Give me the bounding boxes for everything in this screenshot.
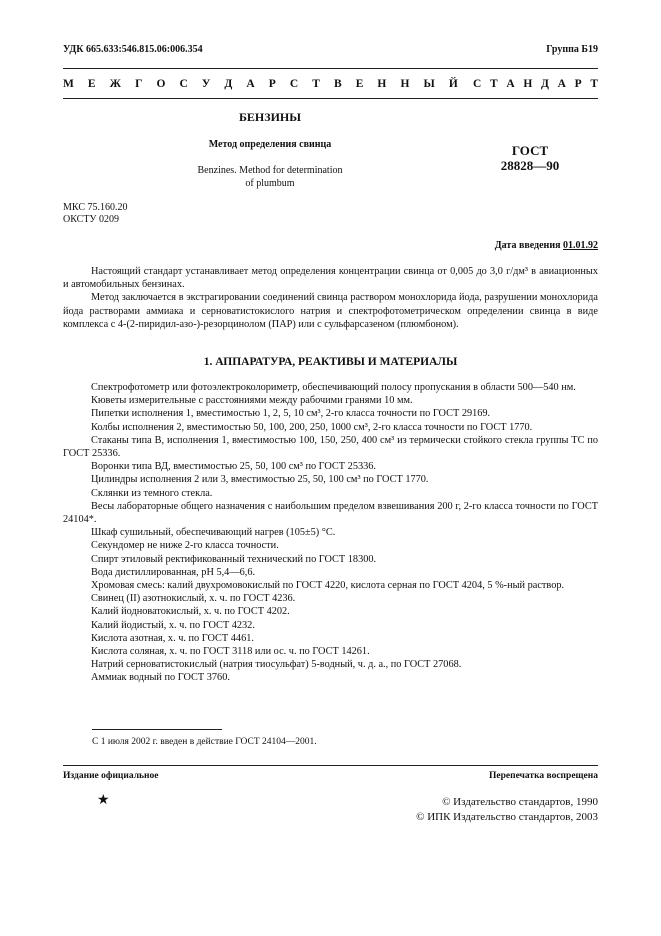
list-item: Хромовая смесь: калий двухромовокислый по ГОСТ 4220, кислота серная по ГОСТ 4204, 5 %-ный раствор. <box>91 580 565 592</box>
footer-rule <box>63 765 598 766</box>
introduction-date <box>495 240 598 251</box>
list-item: Пипетки исполнения 1, вместимостью 1, 2, 5, 10 см³, 2-го класса точности по ГОСТ 29169. <box>91 408 491 420</box>
banner-letter: У <box>201 78 211 90</box>
intro-paragraph: Метод заключается в экстрагировании соединений свинца раствором монохлорида йода, разрушении монохлорида йода растворами аммиака и серноватистокислого натрия и спектрофотометрическом определении свинца в виде комплекса с 4-(2-пиридил-азо-)-резорцинолом (ПАР) или с сульфарсазеном (плюмбоном). <box>63 292 598 330</box>
banner-letter: А <box>557 78 566 90</box>
section-title: 1. АППАРАТУРА, РЕАКТИВЫ И МАТЕРИАЛЫ <box>203 356 458 368</box>
banner-word-2 <box>473 78 598 90</box>
banner-rule <box>63 98 598 99</box>
list-item: Спирт этиловый ректификованный технический по ГОСТ 18300. <box>91 553 377 565</box>
english-title-line: of plumbum <box>245 178 295 189</box>
intro-date-value: 01.01.92 <box>563 240 598 251</box>
list-item: Склянки из темного стекла. <box>91 487 213 499</box>
banner-letter: В <box>333 78 342 90</box>
banner-letter: Н <box>523 78 533 90</box>
list-item: Воронки типа ВД, вместимостью 25, 50, 100 см³ по ГОСТ 25336. <box>91 461 376 473</box>
banner-letter: А <box>246 78 255 90</box>
banner-word-1 <box>63 78 458 90</box>
header-rule <box>63 68 598 69</box>
list-item: Цилиндры исполнения 2 или 3, вместимостью 25, 50, 100 см³ по ГОСТ 1770. <box>91 474 429 486</box>
list-item: Аммиак водный по ГОСТ 3760. <box>91 672 230 684</box>
banner-letter: С <box>179 78 188 90</box>
banner-letter: С <box>289 78 299 90</box>
list-item: Кюветы измерительные с расстояниями между рабочими гранями 10 мм. <box>91 395 413 407</box>
gost-label: ГОСТ <box>511 143 549 158</box>
footnote: С 1 июля 2002 г. введен в действие ГОСТ 24104—2001. <box>92 737 317 747</box>
banner-letter: М <box>63 78 74 90</box>
list-item: Шкаф сушильный, обеспечивающий нагрев (105±5) °С. <box>91 527 336 539</box>
banner-letter: Й <box>448 78 458 90</box>
list-item: Стаканы типа В, исполнения 1, вместимостью 100, 150, 250, 400 см³ из термически стойкого стекла группы ТС по ГОСТ 25336. <box>63 434 598 460</box>
banner-letter: Е <box>355 78 364 90</box>
banner-letter: Н <box>400 78 410 90</box>
copyright-line: © ИПК Издательство стандартов, 2003 <box>416 811 598 823</box>
list-item: Калий йодистый, х. ч. по ГОСТ 4232. <box>91 619 255 631</box>
document-title: БЕНЗИНЫ <box>238 110 302 124</box>
list-item: Кислота соляная, х. ч. по ГОСТ 3118 или ос. ч. по ГОСТ 14261. <box>91 646 370 658</box>
list-item: Вода дистиллированная, pH 5,4—6,6. <box>91 566 256 578</box>
banner-letter: А <box>506 78 515 90</box>
list-item: Весы лабораторные общего назначения с наибольшим пределом взвешивания 200 г, 2-го класса точности по ГОСТ 24104*. <box>63 500 598 526</box>
banner-letter: Т <box>590 78 598 90</box>
method-title: Метод определения свинца <box>208 139 332 150</box>
banner-letter: Ж <box>109 78 122 90</box>
banner-letter: С <box>473 78 482 90</box>
banner-letter: Е <box>87 78 96 90</box>
list-item: Натрий серноватистокислый (натрия тиосульфат) 5-водный, ч. д. а., по ГОСТ 27068. <box>91 659 462 671</box>
intro-paragraph: Настоящий стандарт устанавливает метод определения концентрации свинца от 0,005 до 3,0 г/дм³ в авиационных и автомобильных бензинах. <box>63 266 598 291</box>
list-item: Свинец (II) азотнокислый, х. ч. по ГОСТ 4236. <box>91 593 296 605</box>
reprint-prohibited-label: Перепечатка воспрещена <box>488 771 598 781</box>
banner-letter: Т <box>490 78 498 90</box>
banner-letter: О <box>156 78 166 90</box>
star-icon: ★ <box>97 793 110 808</box>
interstate-standard-banner <box>63 78 598 90</box>
header-line <box>63 44 598 55</box>
okstu-code: ОКСТУ 0209 <box>63 214 120 225</box>
banner-letter: Н <box>377 78 387 90</box>
banner-letter: Т <box>312 78 320 90</box>
list-item: Спектрофотометр или фотоэлектроколориметр, обеспечивающий полосу пропускания в области 500—540 нм. <box>91 382 576 393</box>
list-item: Калий йодноватокислый, х. ч. по ГОСТ 4202. <box>91 606 290 618</box>
banner-letter: Г <box>135 78 143 90</box>
mks-code: МКС 75.160.20 <box>63 202 128 213</box>
banner-letter: Д <box>224 78 233 90</box>
copyright-block <box>416 795 598 825</box>
classification-codes <box>63 202 127 226</box>
gost-code: 28828—90 <box>500 158 560 173</box>
banner-letter: Р <box>268 78 276 90</box>
intro-date-label: Дата введения <box>494 240 563 251</box>
english-title <box>150 164 390 190</box>
banner-letter: Д <box>541 78 549 90</box>
english-title-line: Benzines. Method for determination <box>197 165 343 176</box>
copyright-line: © Издательство стандартов, 1990 <box>442 796 598 808</box>
list-item: Колбы исполнения 2, вместимостью 50, 100, 200, 250, 1000 см³, 2-го класса точности по ГОСТ 1770. <box>91 421 533 433</box>
banner-letter: Р <box>574 78 582 90</box>
list-item: Секундомер не ниже 2-го класса точности. <box>91 540 279 552</box>
footnote-rule <box>92 729 222 730</box>
equipment-list <box>63 381 598 685</box>
list-item: Кислота азотная, х. ч. по ГОСТ 4461. <box>91 632 254 644</box>
gost-number <box>480 143 580 173</box>
group-code: Группа Б19 <box>546 44 598 55</box>
banner-letter: Ы <box>423 78 435 90</box>
udk-code: УДК 665.633:546.815.06:006.354 <box>63 44 203 55</box>
intro-text <box>63 265 598 331</box>
official-edition-label: Издание официальное <box>63 771 159 781</box>
